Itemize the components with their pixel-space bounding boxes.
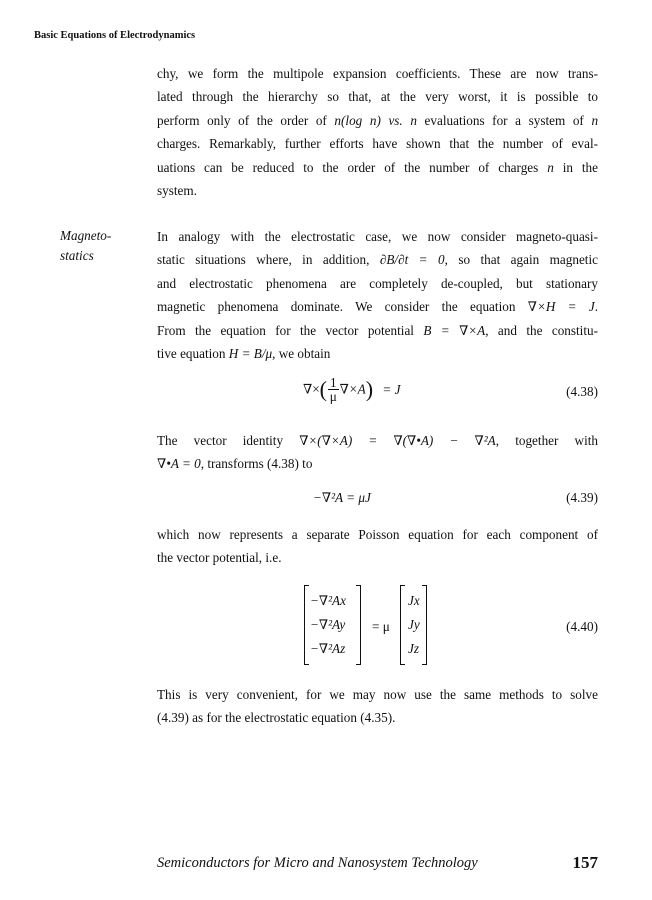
text-line: This is very convenient, for we may now use the same methods to solve: [157, 687, 598, 702]
text-line: [157, 109, 598, 132]
text-line: [157, 295, 598, 318]
margin-note-line: statics: [60, 248, 94, 263]
equation-body: −∇²A = μJ: [313, 490, 371, 505]
margin-note: [60, 226, 111, 266]
matrix-entry: −∇²Ax: [310, 593, 346, 608]
math-nabla-cross: ∇×: [303, 381, 320, 397]
bracket-left: [304, 585, 309, 665]
text-span: , transforms (4.38) to: [200, 456, 313, 472]
equation-body: [303, 376, 400, 403]
text-line: [157, 452, 598, 475]
text-span: , we obtain: [272, 346, 331, 362]
text-span: From the equation for the vector potential: [157, 322, 414, 338]
text-span: , so that again magnetic: [444, 252, 598, 268]
math-inline: B = ∇×A: [423, 322, 486, 338]
text-line: [157, 429, 598, 452]
text-span: , and the constitu-: [485, 322, 598, 338]
matrix-entry: Jz: [408, 641, 419, 656]
footer-book-title: Semiconductors for Micro and Nanosystem Technology: [157, 855, 478, 871]
text-span: , together with: [495, 433, 598, 448]
equation-4-39: [157, 490, 598, 520]
text-line: In analogy with the electrostatic case, we now consider magneto-quasi-: [157, 229, 598, 244]
text-line: [157, 156, 598, 179]
text-span: in the: [562, 159, 599, 175]
paren-open: (: [319, 376, 327, 402]
math-inline: ∇×(∇×A) = ∇(∇•A) − ∇²A: [299, 433, 496, 448]
text-line: [157, 342, 598, 365]
equation-number: (4.40): [566, 619, 598, 634]
matrix-entry: Jx: [408, 593, 420, 608]
margin-note-line: Magneto-: [60, 228, 112, 243]
equation-number: (4.38): [566, 384, 598, 399]
fraction: [328, 376, 339, 403]
text-span: perform only of the order of: [157, 112, 327, 128]
text-span: .: [594, 299, 598, 315]
text-line: charges. Remarkably, further efforts have shown that the number of eval-: [157, 136, 598, 152]
fraction-numerator: 1: [329, 375, 337, 390]
text-span: magnetic phenomena dominate. We consider the equation: [157, 299, 516, 315]
text-line: system.: [157, 183, 197, 199]
text-line: chy, we form the multipole expansion coefficients. These are now trans-: [157, 66, 598, 81]
math-n: n: [591, 112, 599, 128]
math-inline: ∇•A = 0: [157, 456, 201, 472]
bracket-right: [356, 585, 361, 665]
text-line: [157, 319, 598, 342]
text-span: uations can be reduced to the order of the number of charges: [157, 159, 539, 175]
text-line: and electrostatic phenomena are completely de-coupled, but stationary: [157, 275, 598, 291]
matrix-entry: Jy: [408, 617, 420, 632]
text-span: evaluations for a system of: [424, 112, 584, 128]
equals-mu: = μ: [372, 619, 390, 634]
text-span: The vector identity: [157, 433, 284, 448]
math-inline: ∇×H = J: [527, 299, 595, 315]
bracket-right: [422, 585, 427, 665]
math-inline: ∂B/∂t = 0: [379, 252, 445, 268]
text-span: static situations where, in addition,: [157, 252, 370, 268]
text-line: the vector potential, i.e.: [157, 550, 282, 566]
equation-4-38: [157, 376, 598, 416]
text-line: (4.39) as for the electrostatic equation (4.35).: [157, 710, 396, 726]
bracket-left: [400, 585, 405, 665]
paragraph-poisson: [157, 523, 598, 570]
paren-close: ): [365, 376, 374, 402]
matrix-equation: [304, 585, 504, 665]
equation-number: (4.39): [566, 490, 598, 505]
text-span: tive equation: [157, 346, 226, 362]
equation-4-40: [157, 585, 598, 665]
math-inline: H = B/μ: [228, 346, 273, 362]
matrix-entry: −∇²Az: [310, 641, 346, 656]
paragraph-magnetostatics: [157, 225, 598, 365]
page-number: 157: [572, 853, 598, 872]
text-line: which now represents a separate Poisson equation for each component of: [157, 527, 598, 542]
paragraph-conclusion: [157, 683, 598, 730]
math-n: n: [547, 159, 554, 175]
matrix-entry: −∇²Ay: [310, 617, 346, 632]
fraction-denominator: μ: [329, 389, 337, 404]
running-head: Basic Equations of Electrodynamics: [34, 30, 196, 41]
paragraph-multipole: [157, 62, 598, 202]
math-rhs: = J: [382, 381, 401, 397]
math-complexity: n(log n) vs. n: [334, 112, 417, 128]
text-line: [157, 248, 598, 271]
math-inner: ∇×A: [339, 381, 366, 397]
text-line: lated through the hierarchy so that, at the very worst, it is possible to: [157, 89, 598, 105]
paragraph-identity: [157, 429, 598, 476]
